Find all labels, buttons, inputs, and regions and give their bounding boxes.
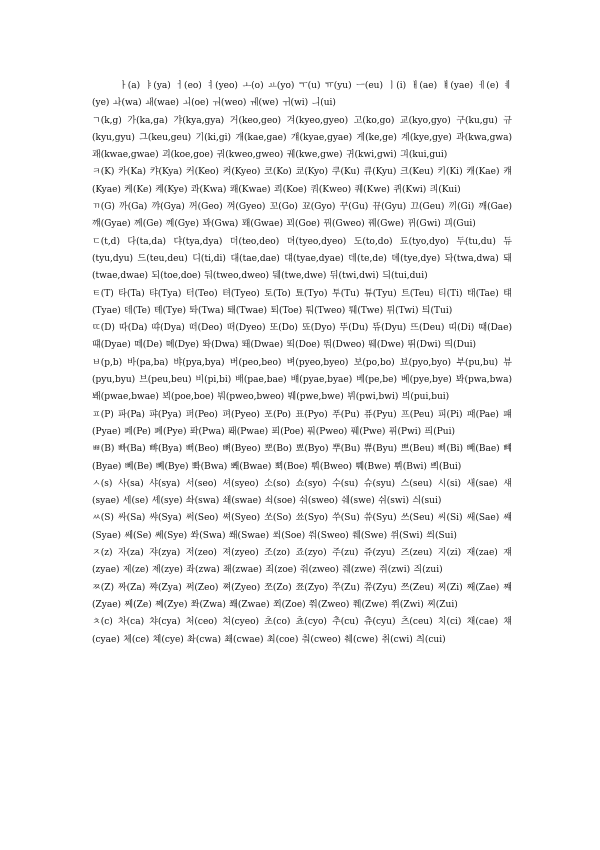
consonant-s-paragraph: ㅅ(s) 사(sa) 샤(sya) 서(seo) 셔(syeo) 소(so) 쇼(syo) 수(su) 슈(syu) 스(seu) 시(si) 새(sae) 섀(syae) 세(se) 셰(sye) 솨(swa) 쇄(swae) 쇠(soe) 숴(sweo) 쉐(swe) 쉬(swi) 싀(sui) [92, 478, 512, 507]
consonant-p-paragraph: ㅍ(P) 파(Pa) 퍄(Pya) 퍼(Peo) 펴(Pyeo) 포(Po) 표(Pyo) 푸(Pu) 퓨(Pyu) 프(Peu) 피(Pi) 패(Pae) 퍠(Pyae) 페(Pe) 폐(Pye) 퐈(Pwa) 퐤(Pwae) 푀(Poe) 풔(Pweo) 풰(Pwe) 퓌(Pwi) 픠(Pui) [92, 409, 512, 437]
vowels-paragraph: ㅏ(a) ㅑ(ya) ㅓ(eo) ㅕ(yeo) ㅗ(o) ㅛ(yo) ㅜ(u) ㅠ(yu) ㅡ(eu) ㅣ(i) ㅐ(ae) ㅒ(yae) ㅔ(e) ㅖ(ye) ㅘ(wa) ㅙ(wae) ㅚ(oe) ㅝ(weo) ㅞ(we) ㅟ(wi) ㅢ(ui) [92, 81, 512, 109]
consonant-bb-paragraph: ㅃ(B) 빠(Ba) 뺘(Bya) 뻐(Beo) 뼈(Byeo) 뽀(Bo) 뾰(Byo) 뿌(Bu) 쀼(Byu) 쁘(Beu) 삐(Bi) 빼(Bae) 뺴(Byae) 뻬(Be) 뼤(Bye) 뽜(Bwa) 뽸(Bwae) 뾔(Boe) 뿨(Bweo) 쀄(Bwe) 쀠(Bwi) 쁴(Bui) [92, 444, 512, 472]
consonant-b-paragraph: ㅂ(p,b) 바(pa,ba) 뱌(pya,bya) 버(peo,beo) 벼(pyeo,byeo) 보(po,bo) 뵤(pyo,byo) 부(pu,bu) 뷰(pyu,byu) 브(peu,beu) 비(pi,bi) 배(pae,bae) 뱨(pyae,byae) 베(pe,be) 볘(pye,bye) 봐(pwa,bwa) 봬(pwae,bwae) 뵈(poe,boe) 붜(pweo,bweo) 붸(pwe,bwe) 뷔(pwi,bwi) 븨(pui,bui) [92, 357, 512, 403]
consonant-ss-paragraph: ㅆ(S) 싸(Sa) 쌰(Sya) 써(Seo) 쎠(Syeo) 쏘(So) 쑈(Syo) 쑤(Su) 쓔(Syu) 쓰(Seu) 씨(Si) 쌔(Sae) 썌(Syae) 쎄(Se) 쎼(Sye) 쏴(Swa) 쐐(Swae) 쐬(Soe) 쒀(Sweo) 쒜(Swe) 쒸(Swi) 씌(Sui) [92, 513, 512, 541]
consonant-gg-paragraph: ㄲ(G) 까(Ga) 꺄(Gya) 꺼(Geo) 껴(Gyeo) 꼬(Go) 꾜(Gyo) 꾸(Gu) 뀨(Gyu) 끄(Geu) 끼(Gi) 깨(Gae) 꺠(Gyae) 께(Ge) 꼐(Gye) 꽈(Gwa) 꽤(Gwae) 꾀(Goe) 꿔(Gweo) 꿰(Gwe) 뀌(Gwi) 끠(Gui) [92, 202, 512, 230]
consonant-jj-paragraph: ㅉ(Z) 짜(Za) 쨔(Zya) 쩌(Zeo) 쪄(Zyeo) 쪼(Zo) 쬬(Zyo) 쭈(Zu) 쮸(Zyu) 쯔(Zeu) 찌(Zi) 째(Zae) 쨰(Zyae) 쩨(Ze) 쪠(Zye) 쫘(Zwa) 쫴(Zwae) 쬐(Zoe) 쭤(Zweo) 쮀(Zwe) 쮜(Zwi) 찌(Zui) [92, 582, 512, 610]
consonant-d-paragraph: ㄷ(t,d) 다(ta,da) 댜(tya,dya) 더(teo,deo) 뎌(tyeo,dyeo) 도(to,do) 됴(tyo,dyo) 두(tu,du) 듀(tyu,dyu) 드(teu,deu) 디(ti,di) 대(tae,dae) 댸(tyae,dyae) 데(te,de) 뎨(tye,dye) 돠(twa,dwa) 돼(twae,dwae) 되(toe,doe) 둬(tweo,dweo) 뒈(twe,dwe) 뒤(twi,dwi) 듸(tui,dui) [92, 236, 512, 282]
romanization-table [92, 78, 512, 649]
consonant-dd-paragraph: ㄸ(D) 따(Da) 땨(Dya) 떠(Deo) 뗘(Dyeo) 또(Do) 뚀(Dyo) 뚜(Du) 뜌(Dyu) 뜨(Deu) 띠(Di) 때(Dae) 떄(Dyae) 떼(De) 뗴(Dye) 똬(Dwa) 뙈(Dwae) 뙤(Doe) 뚸(Dweo) 뛔(Dwe) 뛰(Dwi) 띄(Dui) [92, 323, 512, 351]
consonant-t-paragraph: ㅌ(T) 타(Ta) 탸(Tya) 터(Teo) 텨(Tyeo) 토(To) 툐(Tyo) 투(Tu) 튜(Tyu) 트(Teu) 티(Ti) 태(Tae) 턔(Tyae) 테(Te) 톄(Tye) 톼(Twa) 퇘(Twae) 퇴(Toe) 퉈(Tweo) 퉤(Twe) 튀(Twi) 틔(Tui) [92, 288, 512, 316]
consonant-g-paragraph: ㄱ(k,g) 가(ka,ga) 갸(kya,gya) 거(keo,geo) 겨(kyeo,gyeo) 고(ko,go) 교(kyo,gyo) 구(ku,gu) 규(kyu,gyu) 그(keu,geu) 기(ki,gi) 개(kae,gae) 걔(kyae,gyae) 게(ke,ge) 계(kye,gye) 과(kwa,gwa) 괘(kwae,gwae) 괴(koe,goe) 궈(kweo,gweo) 궤(kwe,gwe) 귀(kwi,gwi) 긔(kui,gui) [92, 115, 512, 161]
consonant-k-paragraph: ㅋ(K) 카(Ka) 캬(Kya) 커(Keo) 켜(Kyeo) 코(Ko) 쿄(Kyo) 쿠(Ku) 큐(Kyu) 크(Keu) 키(Ki) 캐(Kae) 컈(Kyae) 케(Ke) 켸(Kye) 콰(Kwa) 쾌(Kwae) 쾨(Koe) 쿼(Kweo) 퀘(Kwe) 퀴(Kwi) 킈(Kui) [92, 167, 512, 195]
consonant-ch-paragraph: ㅊ(c) 차(ca) 챠(cya) 처(ceo) 쳐(cyeo) 초(co) 쵸(cyo) 추(cu) 츄(cyu) 츠(ceu) 치(ci) 채(cae) 챼(cyae) 체(ce) 쳬(cye) 촤(cwa) 쵀(cwae) 최(coe) 춰(cweo) 췌(cwe) 취(cwi) 츼(cui) [92, 617, 512, 645]
consonant-j-paragraph: ㅈ(z) 자(za) 쟈(zya) 저(zeo) 져(zyeo) 조(zo) 죠(zyo) 주(zu) 쥬(zyu) 즈(zeu) 지(zi) 재(zae) 쟤(zyae) 제(ze) 졔(zye) 좌(zwa) 좨(zwae) 죄(zoe) 줘(zweo) 줴(zwe) 쥐(zwi) 즤(zui) [92, 548, 512, 576]
